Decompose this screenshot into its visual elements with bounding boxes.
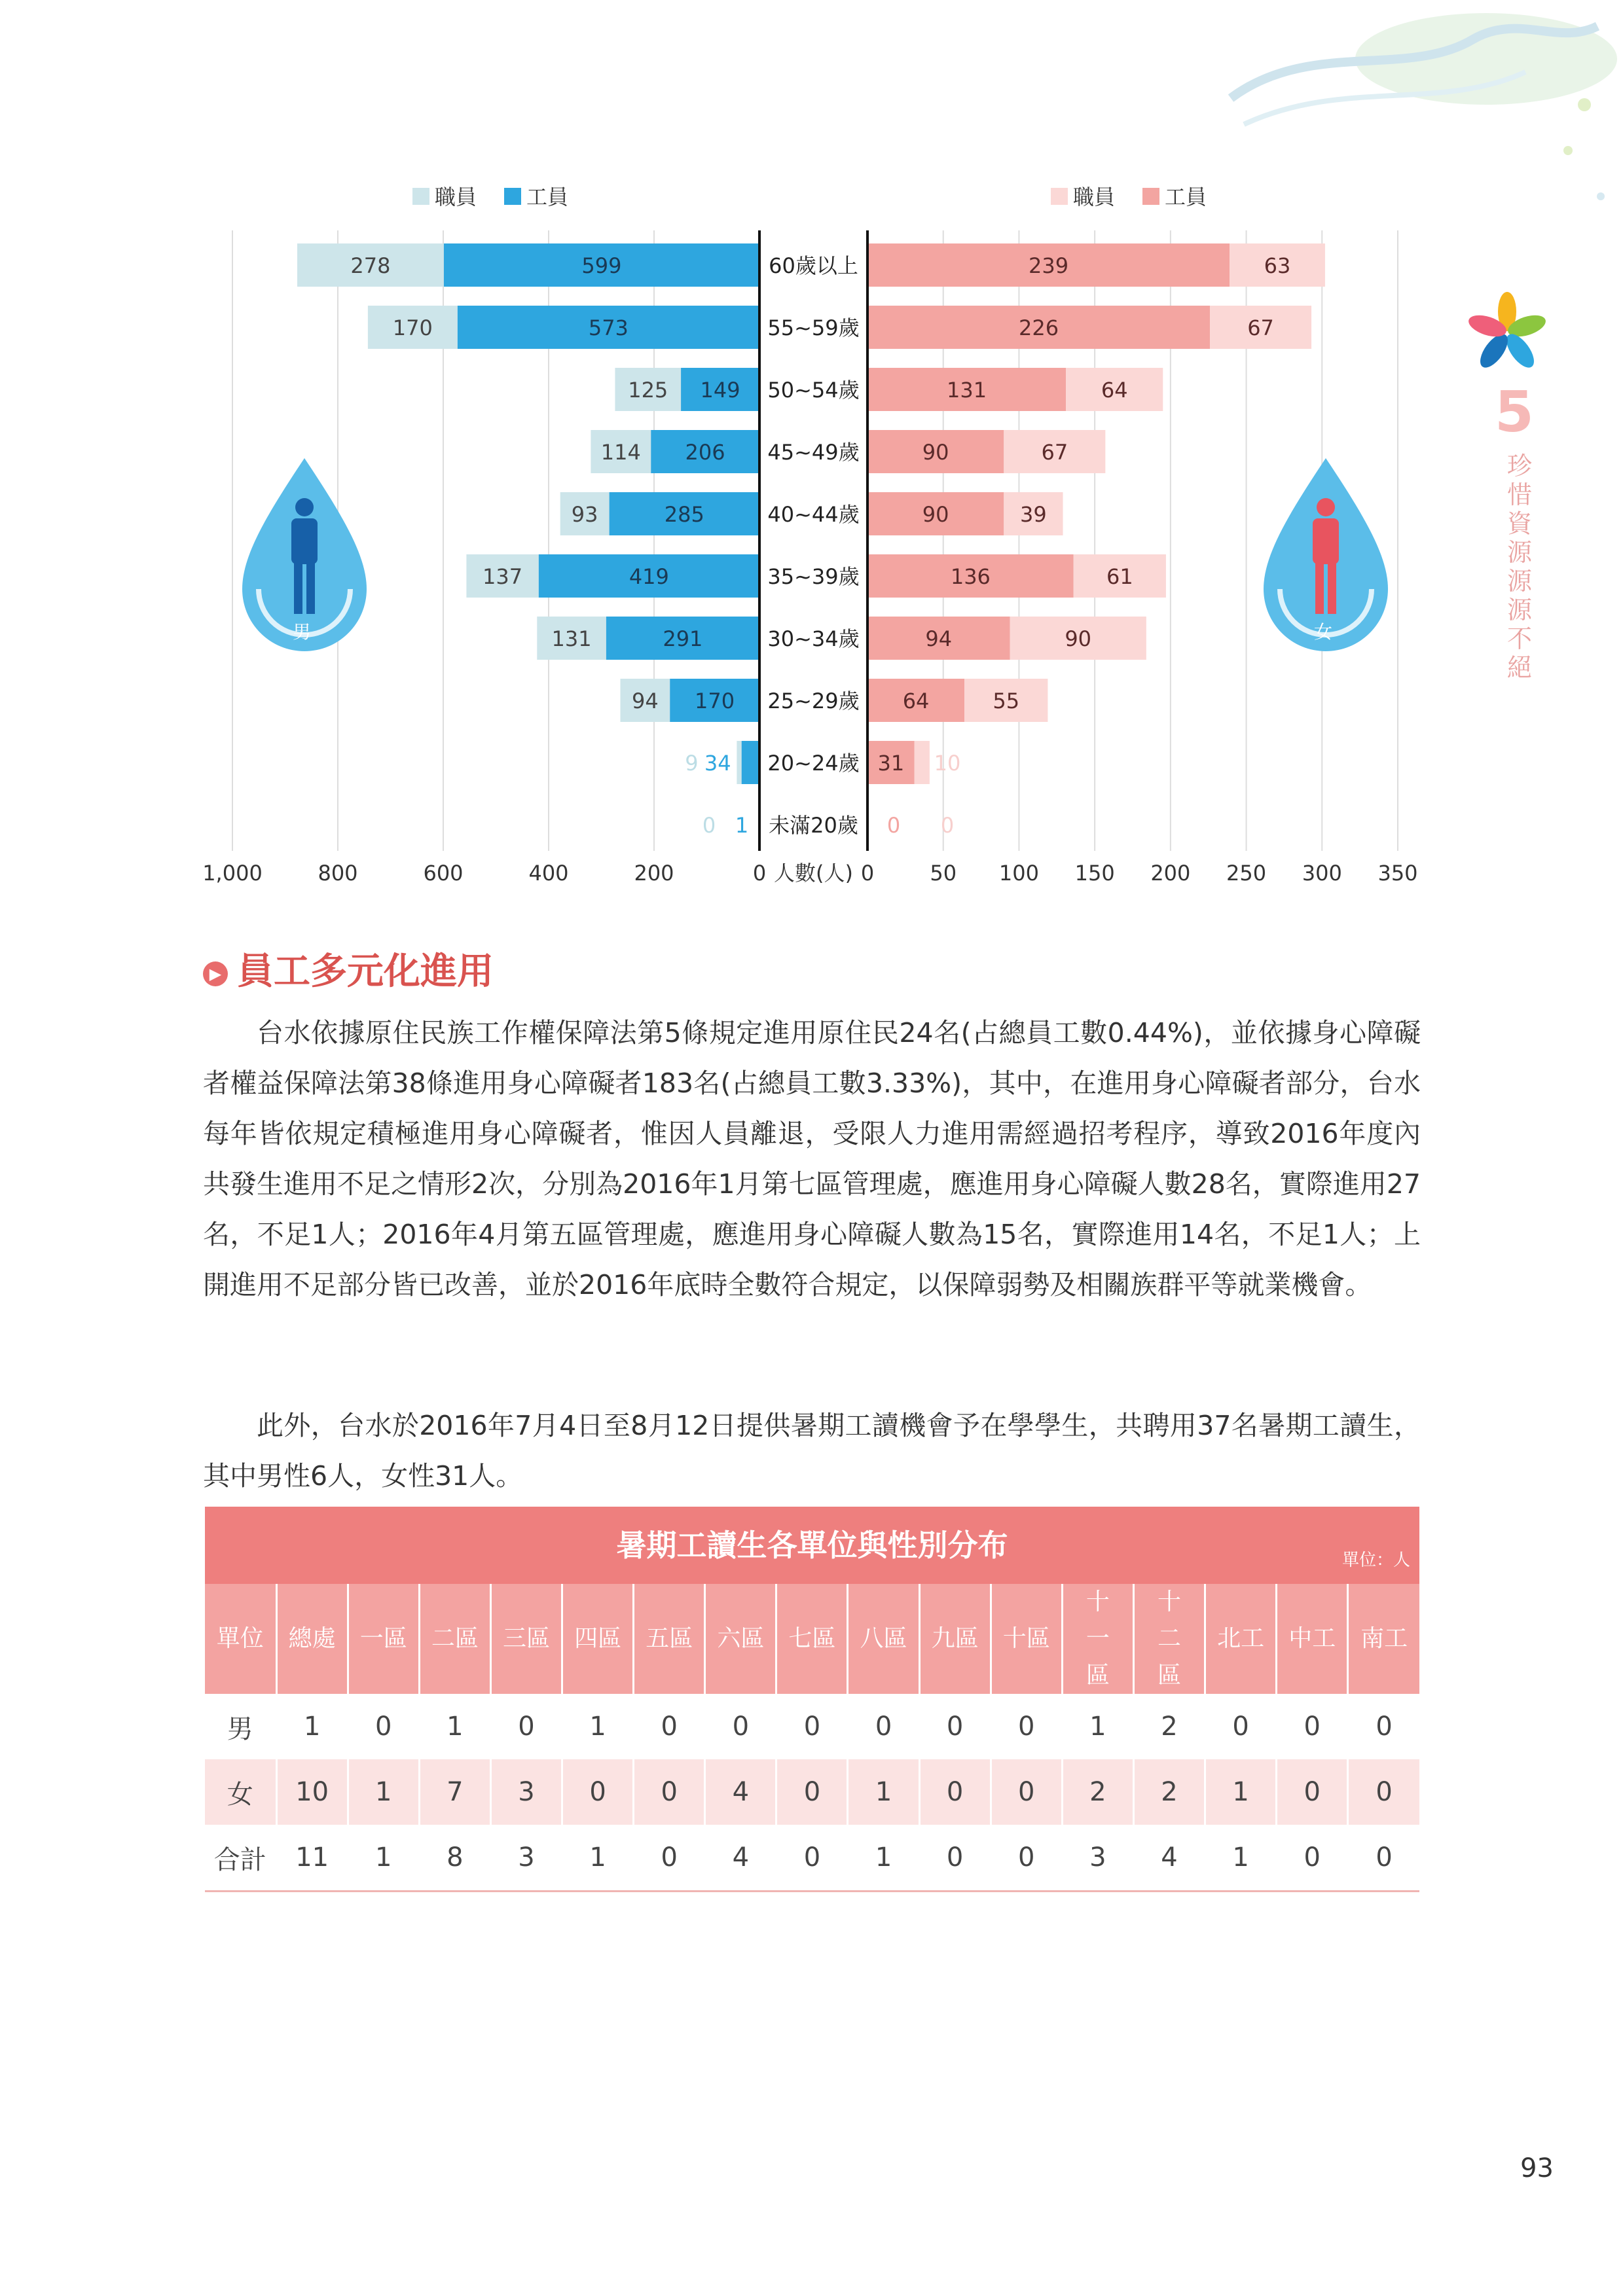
- paragraph-1: 台水依據原住民族工作權保障法第5條規定進用原住民24名(占總員工數0.44%)，並依據身心障礙者權益保障法第38條進用身心障礙者183名(占總員工數3.33%)，其中，在進用身心障礙者部分，台水每年皆依規定積極進用身心障礙者，惟因人員離退，受限人力進用需經過招考程序，導致2016年度內共發生進用不足之情形2次，分別為2016年1月第七區管理處，應進用身心障礙人數28名，實際進用27名，不足1人；2016年4月第五區管理處，應進用身心障礙人數為15名，實際進用14名，不足1人；上開進用不足部分皆已改善，並於2016年底時全數符合規定，以保障弱勢及相關族群平等就業機會。: [203, 1017, 1421, 1300]
- female-worker-value: 64: [902, 689, 930, 713]
- table-cell: 1: [562, 1694, 634, 1759]
- table-cell: 0: [1205, 1694, 1277, 1759]
- play-bullet-icon: ▶: [203, 961, 228, 986]
- male-worker-value: 34: [704, 751, 731, 776]
- female-staff-value: 63: [1264, 253, 1291, 278]
- male-worker-value: 599: [581, 253, 622, 278]
- table-header-cell: 單位: [205, 1584, 276, 1694]
- table-cell: 0: [919, 1825, 991, 1892]
- table-cell: 0: [1348, 1759, 1419, 1825]
- table-cell: 3: [490, 1759, 562, 1825]
- table-cell: 10: [276, 1759, 348, 1825]
- male-tick-label: 1,000: [202, 861, 263, 886]
- table-header-cell: 九區: [919, 1584, 991, 1694]
- category-label: 未滿20歲: [769, 813, 858, 838]
- table-cell: 1: [348, 1825, 419, 1892]
- category-label: 55~59歲: [767, 315, 860, 340]
- table-cell: 0: [634, 1825, 705, 1892]
- female-worker-value: 131: [947, 378, 987, 403]
- female-gender-label: 女: [1313, 621, 1333, 643]
- female-worker-value: 90: [922, 502, 949, 527]
- category-label: 30~34歲: [767, 626, 860, 651]
- male-legend-swatch: [504, 188, 521, 205]
- table-cell: 3: [1062, 1825, 1133, 1892]
- female-legend-label: 工員: [1165, 185, 1207, 209]
- table-row: [205, 1825, 1419, 1892]
- table-cell: 0: [1348, 1694, 1419, 1759]
- category-label: 35~39歲: [767, 564, 860, 589]
- table-unit: 單位：人: [1341, 1551, 1410, 1570]
- female-worker-value: 226: [1018, 315, 1059, 340]
- female-staff-bar: [915, 741, 930, 784]
- table-cell: 2: [1062, 1759, 1133, 1825]
- table-cell: 0: [634, 1759, 705, 1825]
- male-tick-label: 800: [318, 861, 358, 886]
- male-staff-value: 137: [483, 564, 523, 589]
- table-cell: 0: [1277, 1825, 1348, 1892]
- table-header-cell: 北工: [1205, 1584, 1277, 1694]
- table-title-bar: [205, 1507, 1419, 1584]
- male-person-leg: [294, 562, 302, 614]
- table-header-cell: 八區: [848, 1584, 919, 1694]
- table-header-cell: 五區: [634, 1584, 705, 1694]
- female-tick-label: 150: [1074, 861, 1115, 886]
- table-cell: 0: [776, 1694, 848, 1759]
- female-legend-swatch: [1051, 188, 1068, 205]
- male-worker-value: 285: [664, 502, 704, 527]
- male-staff-value: 93: [571, 502, 598, 527]
- chapter-title: 珍惜資源 源源不絕: [1507, 452, 1533, 682]
- table-cell: 3: [490, 1825, 562, 1892]
- male-worker-bar: [742, 741, 759, 784]
- male-legend-label: 職員: [435, 185, 477, 209]
- table-cell: 4: [705, 1759, 776, 1825]
- female-staff-value: 67: [1041, 440, 1068, 465]
- male-tick-label: 200: [634, 861, 674, 886]
- female-tick-label: 0: [860, 861, 875, 886]
- table-header-cell: 中工: [1277, 1584, 1348, 1694]
- male-staff-value: 278: [350, 253, 391, 278]
- female-worker-value: 239: [1029, 253, 1069, 278]
- table-header-cell: 三區: [490, 1584, 562, 1694]
- table-cell: 0: [919, 1759, 991, 1825]
- table-cell: 0: [1348, 1825, 1419, 1892]
- male-staff-value: 131: [551, 626, 592, 651]
- female-tick-label: 100: [998, 861, 1039, 886]
- table-cell: 1: [1205, 1825, 1277, 1892]
- water-splash-decoration: [1231, 13, 1617, 200]
- category-label: 20~24歲: [767, 751, 860, 776]
- table-cell: 8: [419, 1825, 490, 1892]
- female-person-leg: [1328, 562, 1336, 614]
- male-tick-label: 600: [423, 861, 464, 886]
- female-water-drop-icon: [1264, 458, 1388, 651]
- section-title: ▶ 員工多元化進用: [203, 942, 494, 995]
- female-staff-value: 67: [1247, 315, 1274, 340]
- male-worker-value: 291: [663, 626, 703, 651]
- female-staff-value: 39: [1020, 502, 1047, 527]
- category-label: 45~49歲: [767, 440, 860, 465]
- table-cell: 1: [1205, 1759, 1277, 1825]
- chapter-number: 5: [1495, 380, 1534, 445]
- female-staff-value: 0: [940, 813, 955, 838]
- female-legend-swatch: [1142, 188, 1159, 205]
- female-staff-value: 10: [934, 751, 961, 776]
- male-worker-value: 149: [700, 378, 740, 403]
- category-label: 40~44歲: [767, 502, 860, 527]
- male-person-leg: [306, 562, 315, 614]
- male-gender-label: 男: [292, 621, 312, 643]
- table-cell: 1: [276, 1694, 348, 1759]
- table-cell: 2: [1133, 1694, 1205, 1759]
- male-worker-value: 206: [685, 440, 725, 465]
- male-person-head: [295, 498, 314, 516]
- male-tick-label: 400: [528, 861, 569, 886]
- female-tick-label: 350: [1377, 861, 1418, 886]
- table-cell: 0: [490, 1694, 562, 1759]
- female-worker-value: 31: [877, 751, 905, 776]
- table-header-cell: 十區: [991, 1584, 1062, 1694]
- table-cell: 4: [1133, 1825, 1205, 1892]
- male-legend-label: 工員: [526, 185, 569, 209]
- row-label-cell: 男: [227, 1713, 253, 1744]
- male-staff-value: 170: [392, 315, 433, 340]
- row-label-cell: 合計: [205, 1825, 276, 1892]
- table-cell: 1: [848, 1825, 919, 1892]
- table-cell: 1: [419, 1694, 490, 1759]
- table-header-cell: 四區: [562, 1584, 634, 1694]
- female-person-body: [1313, 518, 1339, 564]
- category-label: 50~54歲: [767, 378, 860, 403]
- male-person-body: [291, 518, 318, 564]
- female-tick-label: 50: [930, 861, 957, 886]
- table-cell: 7: [419, 1759, 490, 1825]
- category-label: 25~29歲: [767, 689, 860, 713]
- table-cell: 0: [991, 1825, 1062, 1892]
- table-cell: 0: [776, 1825, 848, 1892]
- page-number: 93: [1520, 2153, 1554, 2183]
- table-cell: 1: [348, 1759, 419, 1825]
- male-tick-label: 0: [752, 861, 767, 886]
- female-staff-value: 64: [1101, 378, 1128, 403]
- summer-intern-table: [205, 1507, 1419, 1892]
- table-cell: 1: [1062, 1694, 1133, 1759]
- table-cell: 0: [562, 1759, 634, 1825]
- table-header-cell: 南工: [1348, 1584, 1419, 1694]
- female-staff-value: 55: [993, 689, 1020, 713]
- table-header-cell: 七區: [776, 1584, 848, 1694]
- table-cell: 0: [991, 1759, 1062, 1825]
- table-cell: 0: [705, 1694, 776, 1759]
- row-label-cell: 女: [205, 1759, 276, 1825]
- male-legend-swatch: [412, 188, 429, 205]
- female-staff-value: 90: [1065, 626, 1092, 651]
- table-title: 暑期工讀生各單位與性別分布: [616, 1528, 1008, 1563]
- male-worker-value: 170: [695, 689, 735, 713]
- table-row: [205, 1694, 1419, 1759]
- table-cell: 0: [776, 1759, 848, 1825]
- table-cell: 0: [991, 1694, 1062, 1759]
- female-worker-value: 94: [925, 626, 953, 651]
- table-cell: 11: [276, 1825, 348, 1892]
- table-header-cell: 十二區: [1133, 1584, 1205, 1694]
- male-worker-value: 573: [588, 315, 629, 340]
- table-cell: 0: [919, 1694, 991, 1759]
- table-header-cell: 十一區: [1062, 1584, 1133, 1694]
- table-cell: 1: [848, 1759, 919, 1825]
- female-worker-value: 90: [922, 440, 949, 465]
- table-header-cell: 一區: [348, 1584, 419, 1694]
- female-worker-value: 136: [950, 564, 991, 589]
- table-cell: 0: [1277, 1694, 1348, 1759]
- male-worker-value: 1: [735, 813, 749, 838]
- axis-unit-label: 人數(人): [774, 861, 853, 886]
- male-staff-value: 114: [600, 440, 641, 465]
- table-header-cell: 總處: [276, 1584, 348, 1694]
- male-staff-value: 0: [702, 813, 716, 838]
- table-cell: 0: [1277, 1759, 1348, 1825]
- female-legend-label: 職員: [1073, 185, 1116, 209]
- male-staff-value: 9: [685, 751, 699, 776]
- category-label: 60歲以上: [769, 253, 858, 278]
- table-cell: 1: [562, 1825, 634, 1892]
- female-person-head: [1317, 498, 1335, 516]
- male-staff-value: 125: [628, 378, 668, 403]
- female-staff-value: 61: [1106, 564, 1133, 589]
- table-cell: 0: [634, 1694, 705, 1759]
- table-row: [205, 1759, 1419, 1825]
- table-header-cell: 六區: [705, 1584, 776, 1694]
- male-water-drop-icon: [242, 458, 367, 651]
- table-cell: 2: [1133, 1759, 1205, 1825]
- table-header-cell: 二區: [419, 1584, 490, 1694]
- male-worker-value: 419: [629, 564, 669, 589]
- male-staff-bar: [737, 741, 741, 784]
- population-pyramid-chart: [0, 0, 1623, 916]
- table-cell: 4: [705, 1825, 776, 1892]
- table-cell: 0: [848, 1694, 919, 1759]
- paragraph-2: 此外，台水於2016年7月4日至8月12日提供暑期工讀機會予在學學生，共聘用37名暑期工讀生，其中男性6人，女性31人。: [203, 1410, 1421, 1492]
- female-tick-label: 200: [1150, 861, 1191, 886]
- table-cell: 0: [348, 1694, 419, 1759]
- female-tick-label: 300: [1302, 861, 1342, 886]
- female-tick-label: 250: [1226, 861, 1267, 886]
- female-worker-value: 0: [886, 813, 901, 838]
- female-person-leg: [1315, 562, 1324, 614]
- male-staff-value: 94: [631, 689, 659, 713]
- logo-pinwheel-icon: [1466, 292, 1548, 372]
